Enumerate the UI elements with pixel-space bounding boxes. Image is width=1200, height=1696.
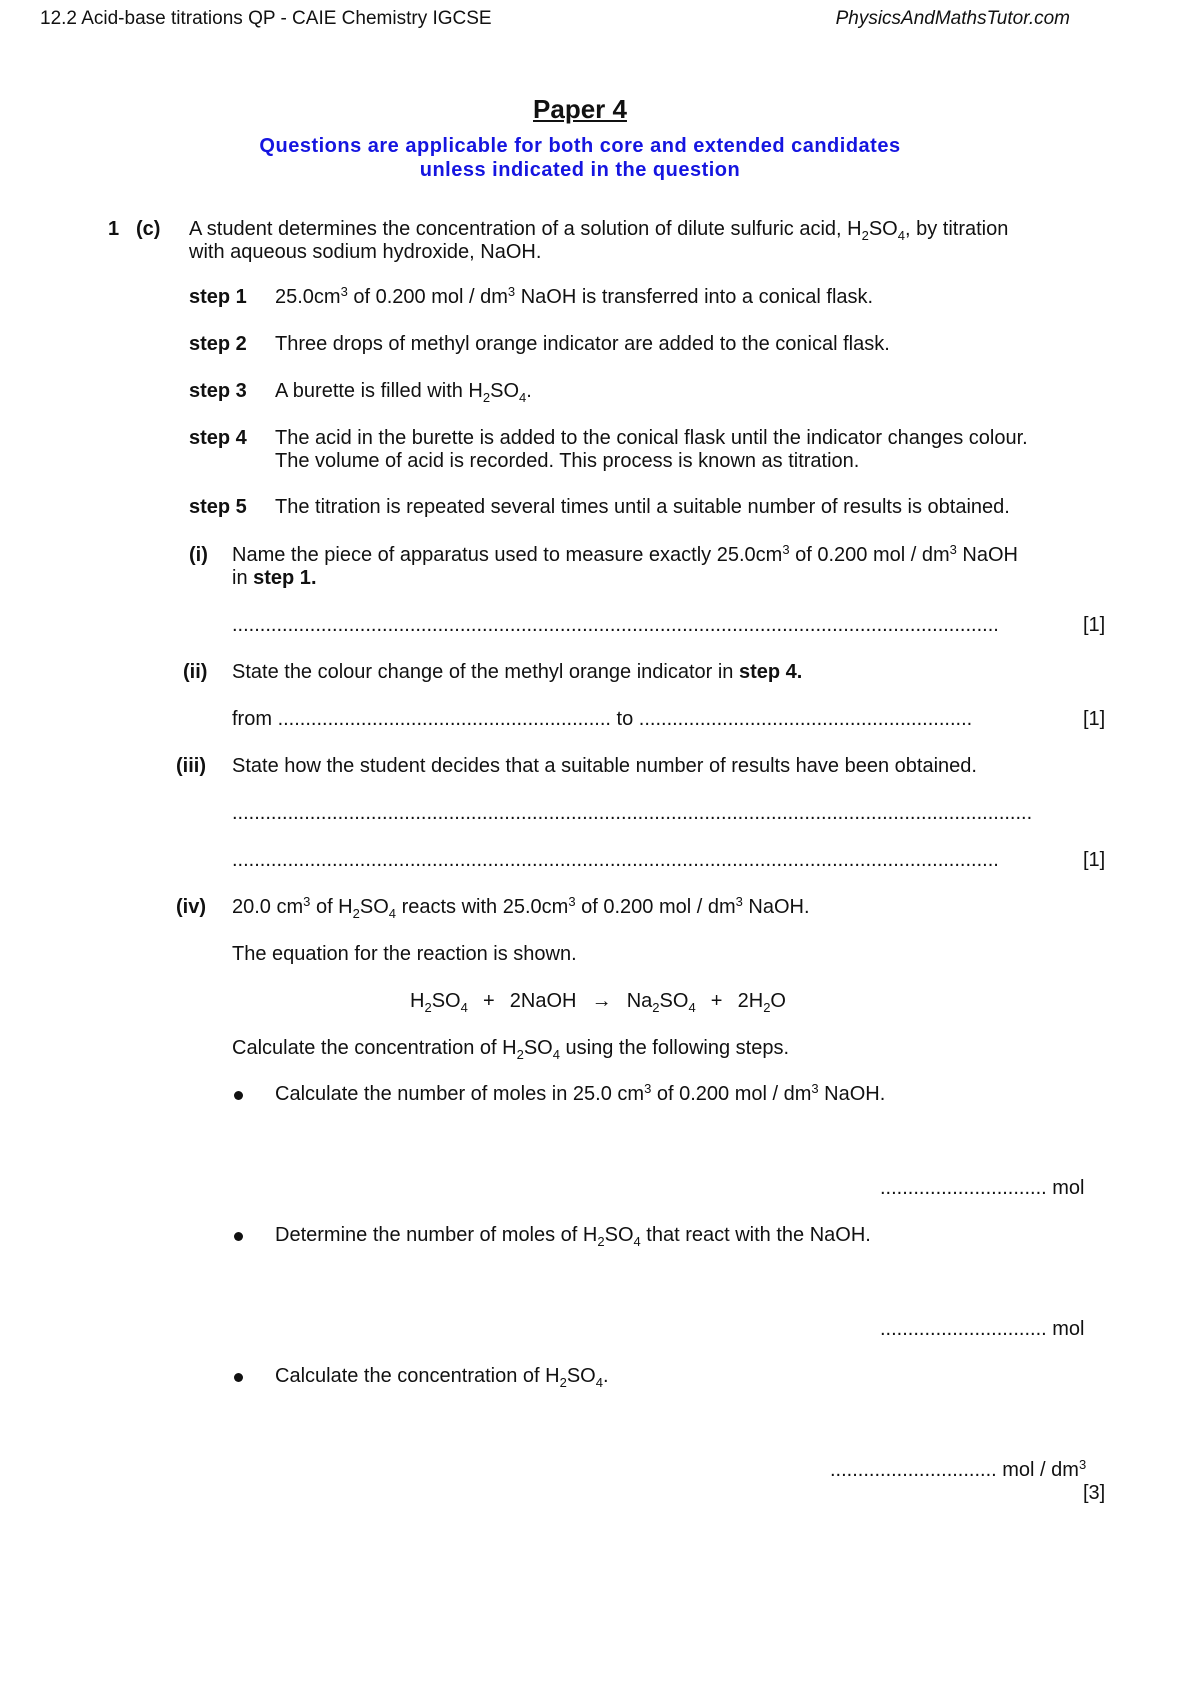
intro-line-1: A student determines the concentration of a solution of dilute sulfuric acid, $H_2SO_4$, by titration [189,218,1009,243]
step-5-label: step 5 [189,496,247,518]
bullet-3-text: Calculate the concentration of $H_2SO_4$. [275,1365,609,1390]
part-i-answer-line[interactable]: .......................................................................................................................................... [232,614,999,636]
part-ii-mark: [1] [1083,708,1106,730]
bullet-2-answer-line[interactable]: .............................. [880,1318,1047,1340]
part-iv-label: (iv) [176,896,206,918]
part-i-label: (i) [189,544,208,566]
bullet-1-text: Calculate the number of moles in 25.0 $cm^3$ of 0.200 mol / $dm^3$ NaOH. [275,1081,886,1105]
part-iv-mark: [3] [1083,1482,1106,1504]
part-i-line-1: Name the piece of apparatus used to measure exactly $25.0cm^3$ of 0.200 mol / $dm^3$ NaOH [232,542,1018,566]
part-iii-mark: [1] [1083,849,1106,871]
bullet-2-text: Determine the number of moles of $H_2SO_4$ that react with the NaOH. [275,1224,871,1249]
equation-intro: The equation for the reaction is shown. [232,943,577,965]
bullet-2-answer: .............................. mol [880,1318,1085,1340]
part-ii-to-line[interactable]: ............................................................ [638,708,973,730]
part-ii-from-line[interactable]: ............................................................ [277,708,611,730]
step-3-text: A burette is filled with $H_2SO_4$. [275,380,532,405]
bullet-icon [234,1091,243,1100]
bullet-3-answer: .............................. mol / $dm^3$ [830,1457,1087,1481]
calc-intro: Calculate the concentration of $H_2SO_4$ using the following steps. [232,1037,790,1062]
part-ii-label: (ii) [183,661,208,683]
paper-title: Paper 4 [533,94,627,124]
part-iii-text: State how the student decides that a suitable number of results have been obtained. [232,755,977,777]
page-header-left: 12.2 Acid-base titrations QP - CAIE Chemistry IGCSE [40,8,492,29]
step-1-text: $25.0cm^3$ of 0.200 mol / $dm^3$ NaOH is transferred into a conical flask. [275,284,874,308]
step-2-text: Three drops of methyl orange indicator are added to the conical flask. [275,333,890,355]
part-i-line-2: in step 1. [232,567,317,589]
chemical-equation: $H_2SO_4$ + 2NaOH → $Na_2SO_4 + 2H_2O$ [410,990,786,1015]
part-iii-answer-line-2[interactable]: .......................................................................................................................................... [232,849,999,871]
step-1-label: step 1 [189,286,247,308]
bullet-icon [234,1232,243,1241]
part-iv-text: 20.0 $cm^3$ of $H_2SO_4$ reacts with $25.0cm^3$ of 0.200 mol / $dm^3$ NaOH. [232,894,810,921]
part-i-mark: [1] [1083,614,1106,636]
step-4-line-1: The acid in the burette is added to the conical flask until the indicator changes colour. [275,427,1028,449]
bullet-1-answer: .............................. mol [880,1177,1085,1199]
part-ii-answer-row: from ............................................................ to ............................................................ [232,708,973,730]
arrow-icon: → [591,990,612,1012]
step-5-text: The titration is repeated several times until a suitable number of results is obtained. [275,496,1010,518]
note-line-1: Questions are applicable for both core and extended candidates [259,135,901,157]
part-iii-label: (iii) [176,755,206,777]
page-header-right: PhysicsAndMathsTutor.com [835,8,1070,29]
bullet-icon [234,1373,243,1382]
question-number: 1 [108,218,120,240]
part-iii-answer-line-1[interactable]: ................................................................................................................................................ [232,802,1033,824]
part-ii-text: State the colour change of the methyl orange indicator in step 4. [232,661,803,683]
bullet-1-answer-line[interactable]: .............................. [880,1177,1047,1199]
bullet-3-answer-line[interactable]: .............................. [830,1459,997,1481]
step-2-label: step 2 [189,333,247,355]
step-4-label: step 4 [189,427,247,449]
note-line-2: unless indicated in the question [419,159,741,181]
step-4-line-2: The volume of acid is recorded. This process is known as titration. [275,450,860,472]
question-part: (c) [136,218,161,240]
intro-line-2: with aqueous sodium hydroxide, NaOH. [189,241,542,263]
step-3-label: step 3 [189,380,247,402]
